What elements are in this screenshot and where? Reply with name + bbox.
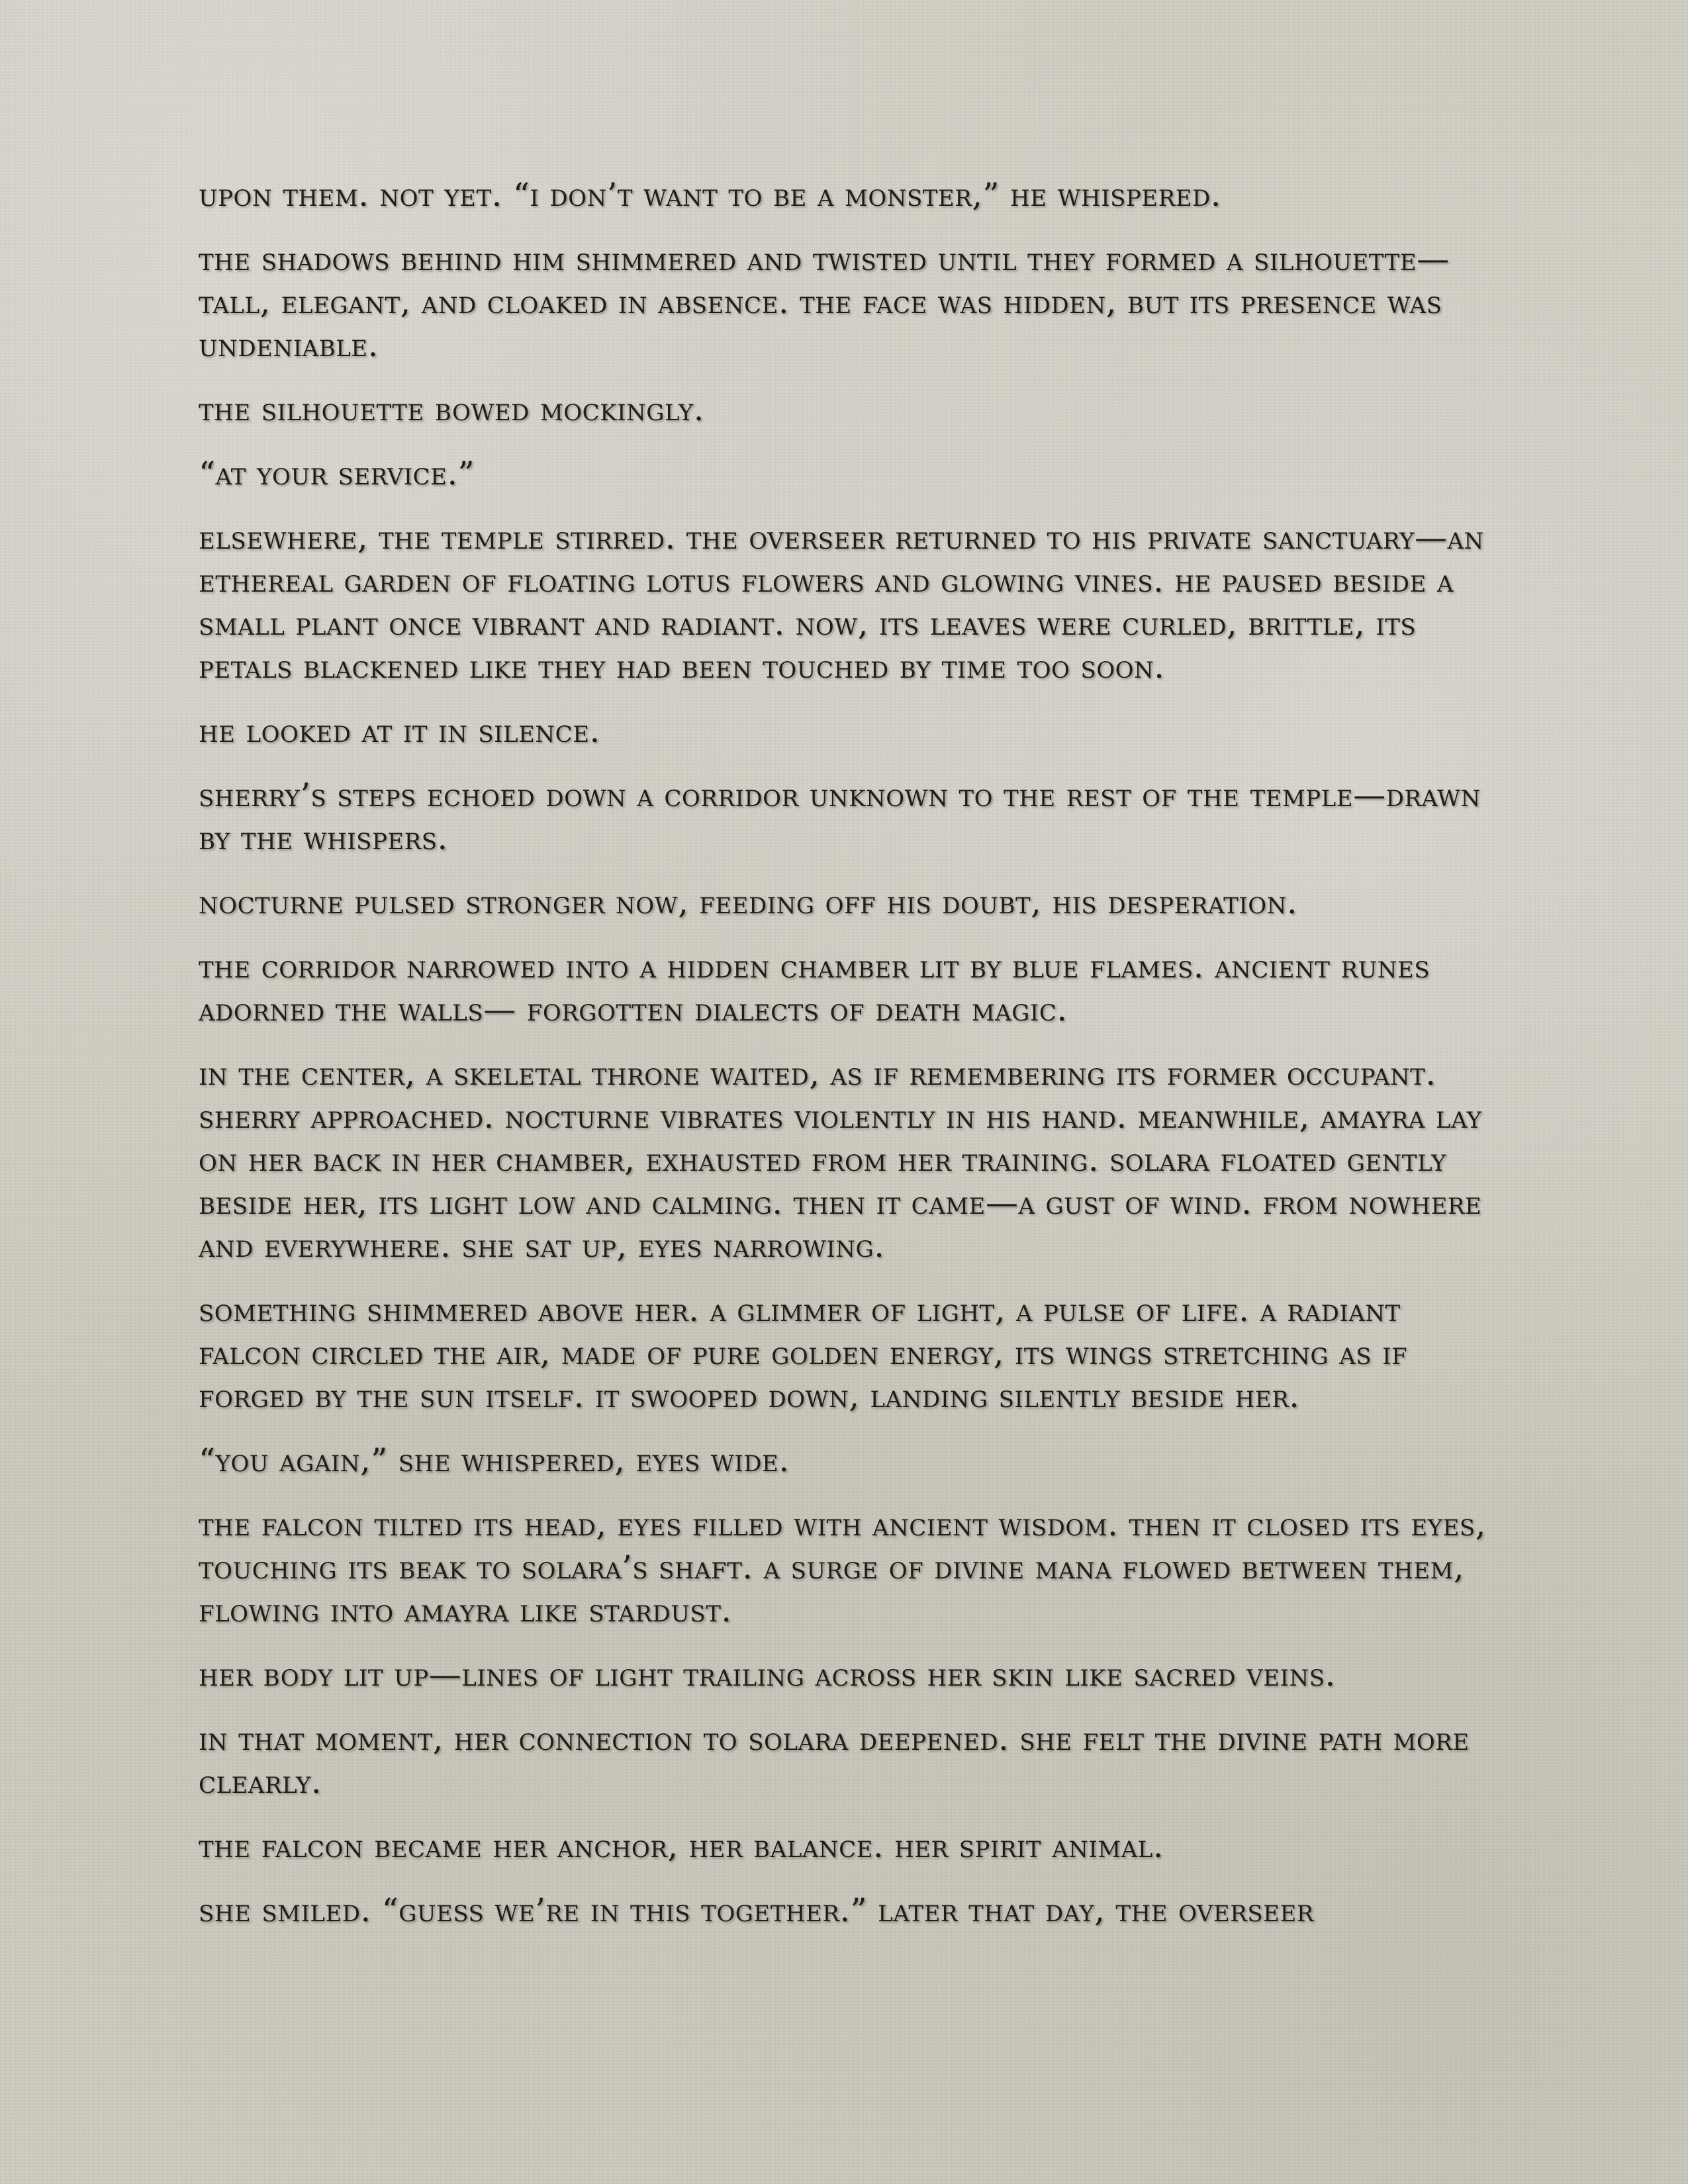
paragraph-3: the silhouette bowed mockingly.	[199, 390, 704, 428]
paragraph-2: the shadows behind him shimmered and twisted until they formed a silhouette—tall, elegant, and cloaked in absence. the face was hidden, but its presence was undeniable.	[199, 240, 1450, 364]
paragraph-13: the falcon tilted its head, eyes filled with ancient wisdom. then it closed its eyes, touching its beak to solara’s shaft. a surge of divine mana flowed between them, flowing into amayra like stardust.	[199, 1506, 1486, 1629]
paragraph-7: sherry’s steps echoed down a corridor unknown to the rest of the temple—drawn by the whispers.	[199, 776, 1481, 857]
paragraph-11: something shimmered above her. a glimmer of light, a pulse of life. a radiant falcon circled the air, made of pure golden energy, its wings stretching as if forged by the sun itself. it swooped down, landing silently beside her.	[199, 1291, 1408, 1415]
paragraph-14: her body lit up—lines of light trailing across her skin like sacred veins.	[199, 1656, 1336, 1694]
paragraph-10: in the center, a skeletal throne waited, as if remembering its former occupant. sherry approached. nocturne vibrates violently in his hand. meanwhile, amayra lay on her back in her chamber, exhausted from her training. solara floated gently beside her, its light low and calming. then it came—a gust of wind. from nowhere and everywhere. she sat up, eyes narrowing.	[199, 1055, 1482, 1265]
paragraph-15: in that moment, her connection to solara deepened. she felt the divine path more clearly.	[199, 1720, 1470, 1801]
paragraph-17: she smiled. “guess we’re in this together.” later that day, the overseer	[199, 1891, 1314, 1929]
paragraph-4: “at your service.”	[199, 455, 475, 492]
paragraph-6: he looked at it in silence.	[199, 712, 600, 750]
paragraph-16: the falcon became her anchor, her balance. her spirit animal.	[199, 1827, 1164, 1865]
story-text	[199, 173, 1496, 1953]
paragraph-9: the corridor narrowed into a hidden chamber lit by blue flames. ancient runes adorned the walls— forgotten dialects of death magic.	[199, 948, 1430, 1028]
paragraph-12: “you again,” she whispered, eyes wide.	[199, 1441, 790, 1479]
paragraph-1: upon them. not yet. “i don’t want to be a monster,” he whispered.	[199, 176, 1221, 214]
paragraph-8: nocturne pulsed stronger now, feeding off his doubt, his desperation.	[199, 884, 1297, 921]
paragraph-5: elsewhere, the temple stirred. the overseer returned to his private sanctuary—an ethereal garden of floating lotus flowers and glowing vines. he paused beside a small plant once vibrant and radiant. now, its leaves were curled, brittle, its petals blackened like they had been touched by time too soon.	[199, 519, 1484, 686]
